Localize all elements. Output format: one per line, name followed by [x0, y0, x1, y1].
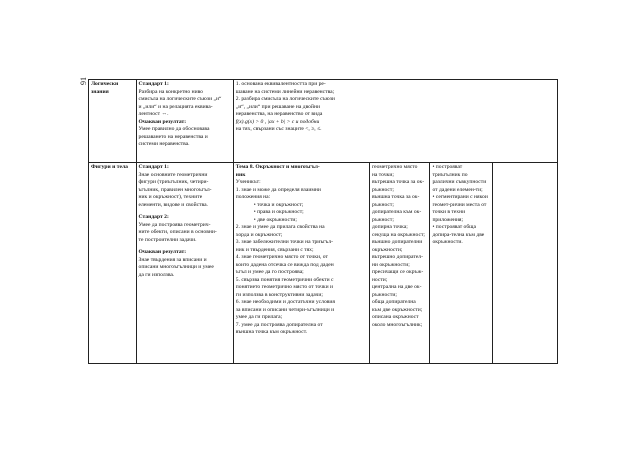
standard-line: смисъла на логическите съюзи „и“ [138, 96, 222, 102]
table-row [89, 80, 558, 163]
content-line: за вписани и описани четири-ъгълници и [235, 306, 335, 313]
standard-line: лентност ⇔. [138, 111, 169, 117]
concept-line: геометрично място [371, 164, 418, 170]
concept-line: вътрешна точка за ок- [371, 179, 425, 185]
content-cell [233, 80, 557, 163]
area-cell [89, 163, 137, 364]
concept-line: централна на две ок- [371, 284, 422, 290]
concept-line: ръжност; [371, 186, 394, 193]
content-line: неравенства, на неравенство от вида [235, 111, 323, 117]
content-line: ник и твърдения, свързани с тях; [235, 246, 314, 253]
standard-line: те построителни задачи. [138, 236, 197, 243]
activities-list [432, 164, 490, 247]
content-line: външна точка към окръжност. [235, 329, 308, 335]
empty-cell [493, 163, 558, 364]
result-line: Умее правилно да обосновава [138, 126, 210, 132]
concept-line: описана окръжност [371, 314, 419, 320]
bullet-list [236, 202, 367, 225]
list-item: • две окръжности; [254, 217, 367, 225]
content-line: „и“, „или“ при решаване на двойни [235, 103, 320, 110]
standard-line: фигури (триъгълник, четири- [138, 179, 209, 185]
standard-line: ник и окръжност), техните [138, 194, 203, 200]
concept-line: вътрешно допирател- [371, 254, 423, 260]
standard-line: Разбира на конкретно ниво [138, 88, 203, 95]
list-item: • построяват обща допира-телна към две окръжности. [432, 224, 490, 247]
result-line: описани многоъгълници и умее [138, 264, 214, 270]
activities-cell [430, 163, 493, 364]
table-row [89, 163, 558, 364]
content-line: умее да ги прилага; [235, 314, 283, 320]
standard-line: ните обекти, описани в основни- [138, 229, 217, 235]
concept-line: ръжност; [371, 216, 394, 223]
content-line: на тях, свързани със знаците <, ≥, ≤. [235, 126, 322, 132]
standard-line: и „или“ и на релацията еквива- [138, 103, 213, 110]
content-line: шаване на системи линейни неравенства; [235, 88, 335, 95]
list-item: • сегментирани с някои геомет-рични места от точки в техни приложения; [432, 194, 490, 224]
content-line: ги използва в конструктивни задачи; [235, 291, 323, 298]
content-line: 7. умее да построява допирателна от [235, 321, 323, 328]
concept-line: секуща на окръжност; [371, 231, 425, 238]
concept-line: ности; [371, 276, 388, 283]
concept-line: допирателна към ок- [371, 209, 422, 215]
concepts-cell [369, 163, 430, 364]
result-line: системи неравенства. [138, 141, 190, 147]
result-title: Очакван резултат: [138, 118, 187, 125]
standard-line: Знае основните геометрични [138, 171, 208, 178]
concept-line: обща допирателна [371, 299, 416, 305]
content-line: 2. разбира смисъла на логическите съюзи [235, 96, 335, 102]
concept-line: на точки; [371, 171, 394, 178]
result-line: да ги използва. [138, 271, 175, 278]
standard-line: Умее да построява геометрич- [138, 221, 211, 228]
content-line: 2. знае и умее да прилага свойства на [235, 224, 325, 230]
standard-title: Стандарт 1: [138, 81, 169, 87]
content-line: 5. свързва понятия геометрични обекти с [235, 276, 334, 283]
concept-line: към две окръжности; [371, 306, 423, 313]
content-line: 1. основана еквивалентността при ре- [235, 81, 326, 87]
standard-title: Стандарт 2: [138, 214, 169, 220]
standard-cell [136, 80, 233, 163]
content-line: положения на: [235, 194, 271, 200]
result-line: решаването на неравенства и [138, 133, 208, 140]
concept-line: външна точка за ок- [371, 194, 420, 200]
concept-line: ръжности; [371, 291, 397, 298]
concept-line: около многоъгълник; [371, 321, 423, 328]
concept-line: ръжност; [371, 201, 394, 208]
content-line: хорда и окръжност; [235, 231, 283, 238]
standard-line: ъгълник, правилен многоъгъл- [138, 186, 212, 193]
area-cell [89, 80, 137, 163]
area-label: Фигури и тела [91, 164, 128, 170]
standard-title: Стандарт 1: [138, 164, 169, 170]
content-cell [233, 163, 369, 364]
result-line: Знае твърдения за вписани и [138, 256, 207, 263]
content-line: 3. знае забележителни точки на триъгъл- [235, 239, 333, 245]
concept-line: външно допирателни [371, 239, 423, 245]
list-item: • права и окръжност; [254, 209, 367, 217]
concept-line: допирна точка; [371, 224, 408, 230]
standard-cell [136, 163, 233, 364]
list-item: • построяват триъгълник по различни съвкупности от дадени елемен-ти; [432, 164, 490, 194]
standard-line: елементи, видове и свойства. [138, 201, 208, 208]
content-line: 6. знае необходими и достатъчни условия [235, 299, 335, 305]
content-line: понятието геометрично място от точки и [235, 284, 334, 290]
topic-title: Тема 8. Окръжност и многоъгъл- [235, 164, 320, 170]
formula: f(x).g(x) > 0 , |ax + b| > c и подобни [235, 118, 320, 125]
page-number: 91 [79, 77, 88, 85]
area-label: Логически знания [91, 81, 119, 95]
concept-line: окръжности; [371, 246, 403, 253]
content-line: 1. знае и може да определя взаимни [235, 186, 321, 193]
intro-text: Ученикът: [235, 179, 261, 185]
list-item: • точка и окръжност; [254, 202, 367, 210]
topic-title: ник [235, 171, 246, 178]
concept-line: пресичащи се окръж- [371, 269, 424, 275]
content-line: които дадена отсечка се вижда под даден [235, 261, 334, 268]
concept-line: ни окръжности; [371, 261, 410, 268]
content-line: ъгъл и умее да го построява; [235, 269, 304, 275]
content-line: 4. знае геометрично място от точки, от [235, 254, 328, 260]
result-title: Очакван резултат: [138, 249, 187, 255]
curriculum-table [88, 79, 558, 364]
